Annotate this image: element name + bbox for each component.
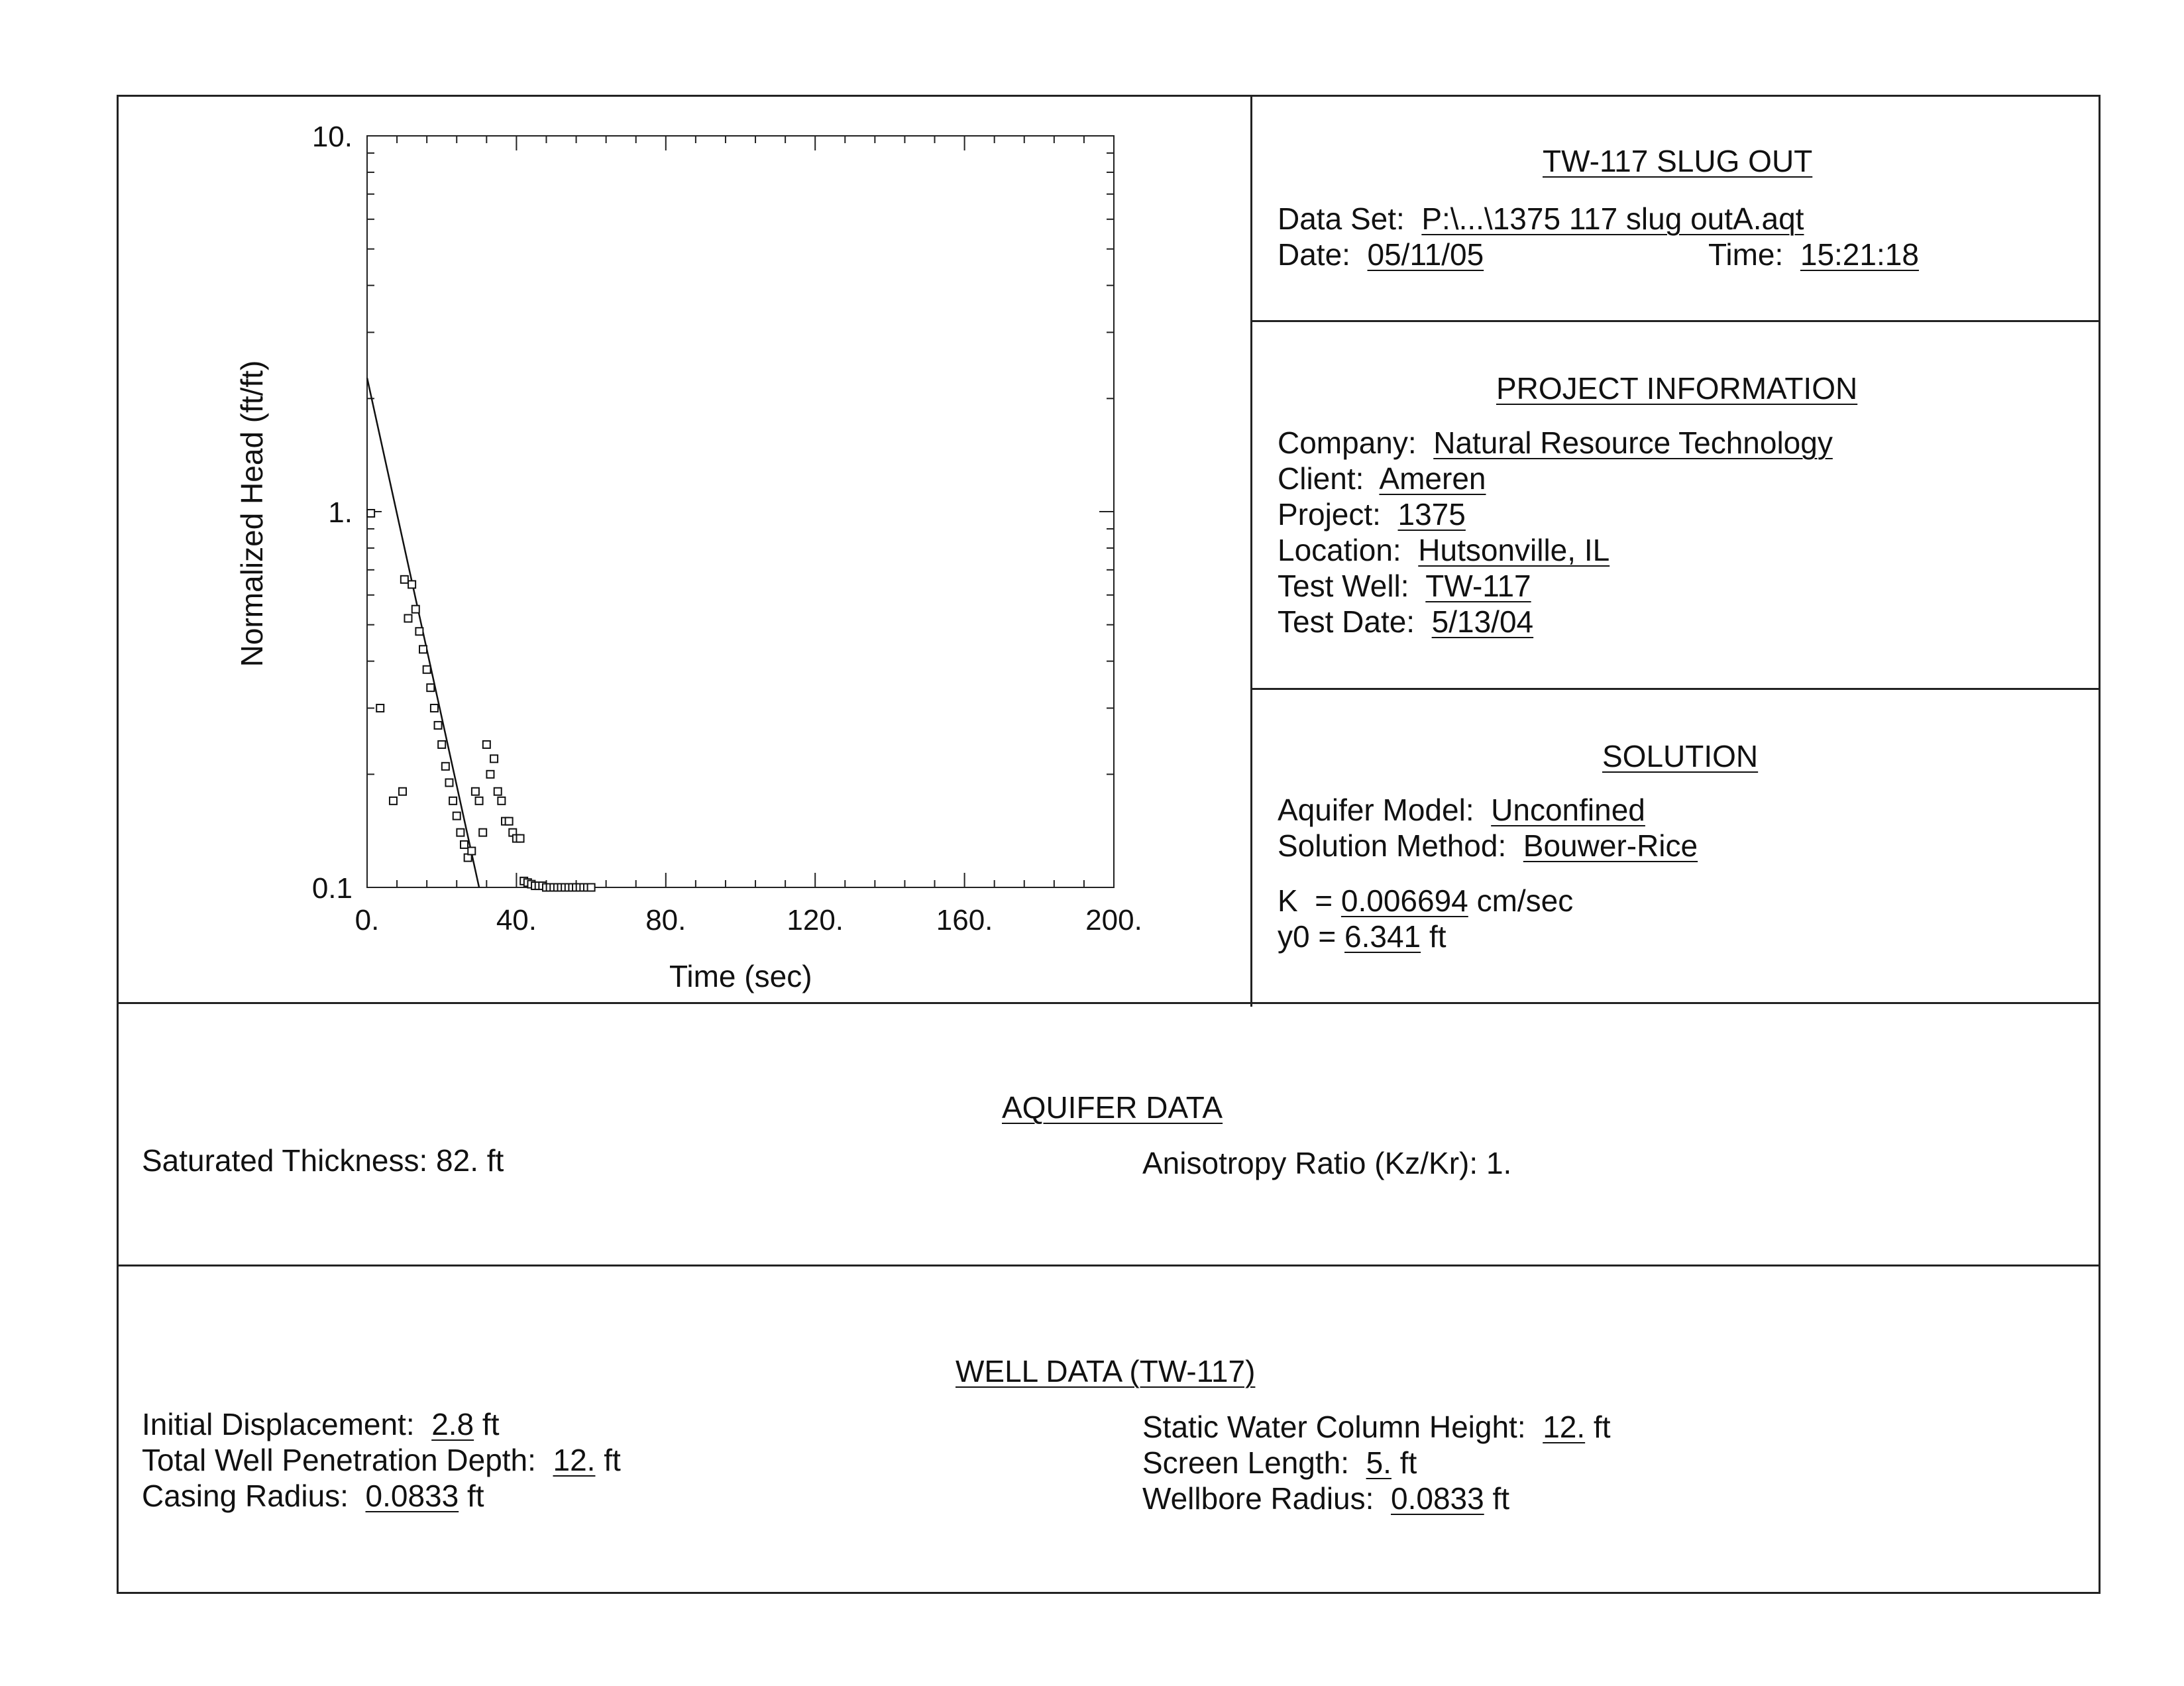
k-label: K [1278, 883, 1298, 918]
data-point [468, 848, 475, 855]
data-point [438, 741, 445, 748]
data-point [476, 797, 483, 805]
initial-displacement-row [142, 1409, 499, 1439]
solution-method-value: Bouwer-Rice [1523, 828, 1698, 863]
data-point [506, 818, 513, 825]
company-row [1278, 427, 1833, 458]
y-tick-label: 0.1 [311, 872, 353, 905]
y-axis-label: Normalized Head (ft/ft) [235, 360, 269, 667]
x-tick-label: 40. [496, 904, 537, 936]
k-row: K = 0.006694 cm/sec [1278, 883, 1574, 918]
casing-radius-unit: ft [466, 1479, 484, 1513]
aquifer-model-value: Unconfined [1491, 793, 1645, 827]
x-tick-label: 200. [1085, 904, 1142, 936]
data-point [427, 684, 434, 691]
time-value: 15:21:18 [1800, 237, 1919, 272]
anisotropy-ratio: Anisotropy Ratio (Kz/Kr): 1. [1142, 1146, 1512, 1180]
data-point [408, 581, 415, 588]
data-point [415, 628, 423, 635]
y0-unit: ft [1429, 919, 1447, 954]
penetration-depth-value: 12. [553, 1443, 596, 1477]
slug-test-chart [117, 95, 1250, 1002]
data-point [367, 510, 374, 517]
date-label: Date: [1278, 237, 1350, 272]
test-well-label: Test Well: [1278, 569, 1409, 603]
divider-header [1250, 320, 2101, 322]
k-value: 0.006694 [1340, 883, 1468, 918]
screen-length-value: 5. [1366, 1445, 1392, 1480]
wellbore-radius-value: 0.0833 [1391, 1481, 1484, 1516]
y0-label: y0 [1278, 919, 1310, 954]
penetration-depth-label: Total Well Penetration Depth: [142, 1443, 536, 1477]
location-label: Location: [1278, 533, 1401, 567]
data-point [472, 788, 479, 795]
data-point [376, 704, 384, 712]
data-point [490, 755, 498, 762]
test-date-label: Test Date: [1278, 604, 1415, 639]
test-title: TW-117 SLUG OUT [1543, 144, 1813, 178]
casing-radius-row [142, 1481, 484, 1511]
data-point [442, 763, 449, 770]
company-value: Natural Resource Technology [1433, 425, 1833, 460]
data-point [588, 884, 595, 891]
data-point [423, 666, 431, 673]
divider-project [1250, 688, 2101, 690]
wellbore-radius-label: Wellbore Radius: [1142, 1481, 1374, 1516]
company-label: Company: [1278, 425, 1417, 460]
screen-length-unit: ft [1399, 1445, 1417, 1480]
data-point [399, 788, 406, 795]
x-tick-label: 160. [936, 904, 993, 936]
date-value: 05/11/05 [1367, 237, 1484, 272]
aquifer-title: AQUIFER DATA [1002, 1090, 1223, 1125]
data-point [461, 841, 468, 848]
data-point [401, 576, 408, 583]
y0-row: y0 = 6.341 ft [1278, 919, 1447, 954]
saturated-thickness: Saturated Thickness: 82. ft [142, 1143, 504, 1178]
data-point [498, 797, 505, 805]
divider-aquifer [117, 1264, 2101, 1266]
data-point [412, 606, 419, 613]
plot-area-border [367, 136, 1114, 887]
data-point [483, 741, 490, 748]
solution-method-row [1278, 830, 1698, 861]
test-date-value: 5/13/04 [1431, 604, 1534, 639]
client-row [1278, 463, 1486, 494]
solution-title: SOLUTION [1602, 739, 1759, 773]
time-row [1708, 239, 1919, 270]
data-point [453, 813, 461, 820]
data-set-row [1278, 203, 1804, 234]
test-well-value: TW-117 [1425, 569, 1531, 603]
data-point [449, 797, 457, 805]
casing-radius-value: 0.0833 [365, 1479, 459, 1513]
data-point [486, 771, 494, 778]
project-value: 1375 [1397, 497, 1466, 532]
data-point [517, 835, 524, 842]
static-column-row [1142, 1412, 1610, 1442]
project-row [1278, 499, 1466, 530]
data-point [390, 797, 397, 805]
penetration-depth-row [142, 1445, 621, 1475]
penetration-depth-unit: ft [604, 1443, 621, 1477]
initial-displacement-unit: ft [482, 1407, 500, 1441]
data-point [479, 829, 486, 836]
y0-value: 6.341 [1344, 919, 1421, 954]
wellbore-radius-unit: ft [1492, 1481, 1510, 1516]
well-title: WELL DATA (TW-117) [956, 1354, 1256, 1388]
x-tick-label: 120. [787, 904, 844, 936]
aquifer-model-label: Aquifer Model: [1278, 793, 1474, 827]
casing-radius-label: Casing Radius: [142, 1479, 349, 1513]
location-value: Hutsonville, IL [1418, 533, 1610, 567]
y-tick-label: 10. [311, 121, 353, 153]
x-tick-label: 0. [355, 904, 380, 936]
y-tick-label: 1. [328, 496, 353, 529]
data-set-label: Data Set: [1278, 201, 1405, 236]
screen-length-label: Screen Length: [1142, 1445, 1350, 1480]
data-point [431, 704, 438, 712]
x-tick-label: 80. [645, 904, 686, 936]
time-label: Time: [1708, 237, 1784, 272]
initial-displacement-value: 2.8 [431, 1407, 474, 1441]
static-column-unit: ft [1593, 1410, 1611, 1444]
initial-displacement-label: Initial Displacement: [142, 1407, 415, 1441]
test-date-row [1278, 606, 1533, 637]
aquifer-model-row [1278, 795, 1645, 825]
data-point [494, 788, 502, 795]
project-label: Project: [1278, 497, 1381, 532]
date-row [1278, 239, 1484, 270]
k-unit: cm/sec [1476, 883, 1574, 918]
wellbore-radius-row [1142, 1483, 1509, 1514]
screen-length-row [1142, 1447, 1417, 1478]
divider-vertical [1250, 95, 1252, 1007]
divider-plot-bottom [117, 1002, 2101, 1004]
data-point [419, 646, 427, 653]
client-label: Client: [1278, 461, 1364, 496]
data-point [404, 615, 411, 622]
client-value: Ameren [1379, 461, 1486, 496]
solution-method-label: Solution Method: [1278, 828, 1507, 863]
x-axis-label: Time (sec) [669, 959, 812, 993]
data-point [457, 829, 464, 836]
project-title: PROJECT INFORMATION [1496, 371, 1858, 406]
data-set-value: P:\...\1375 117 slug outA.aqt [1421, 201, 1804, 236]
test-well-row [1278, 571, 1531, 601]
static-column-value: 12. [1543, 1410, 1586, 1444]
location-row [1278, 535, 1610, 565]
data-point [445, 779, 453, 786]
data-point [435, 722, 442, 729]
static-column-label: Static Water Column Height: [1142, 1410, 1526, 1444]
